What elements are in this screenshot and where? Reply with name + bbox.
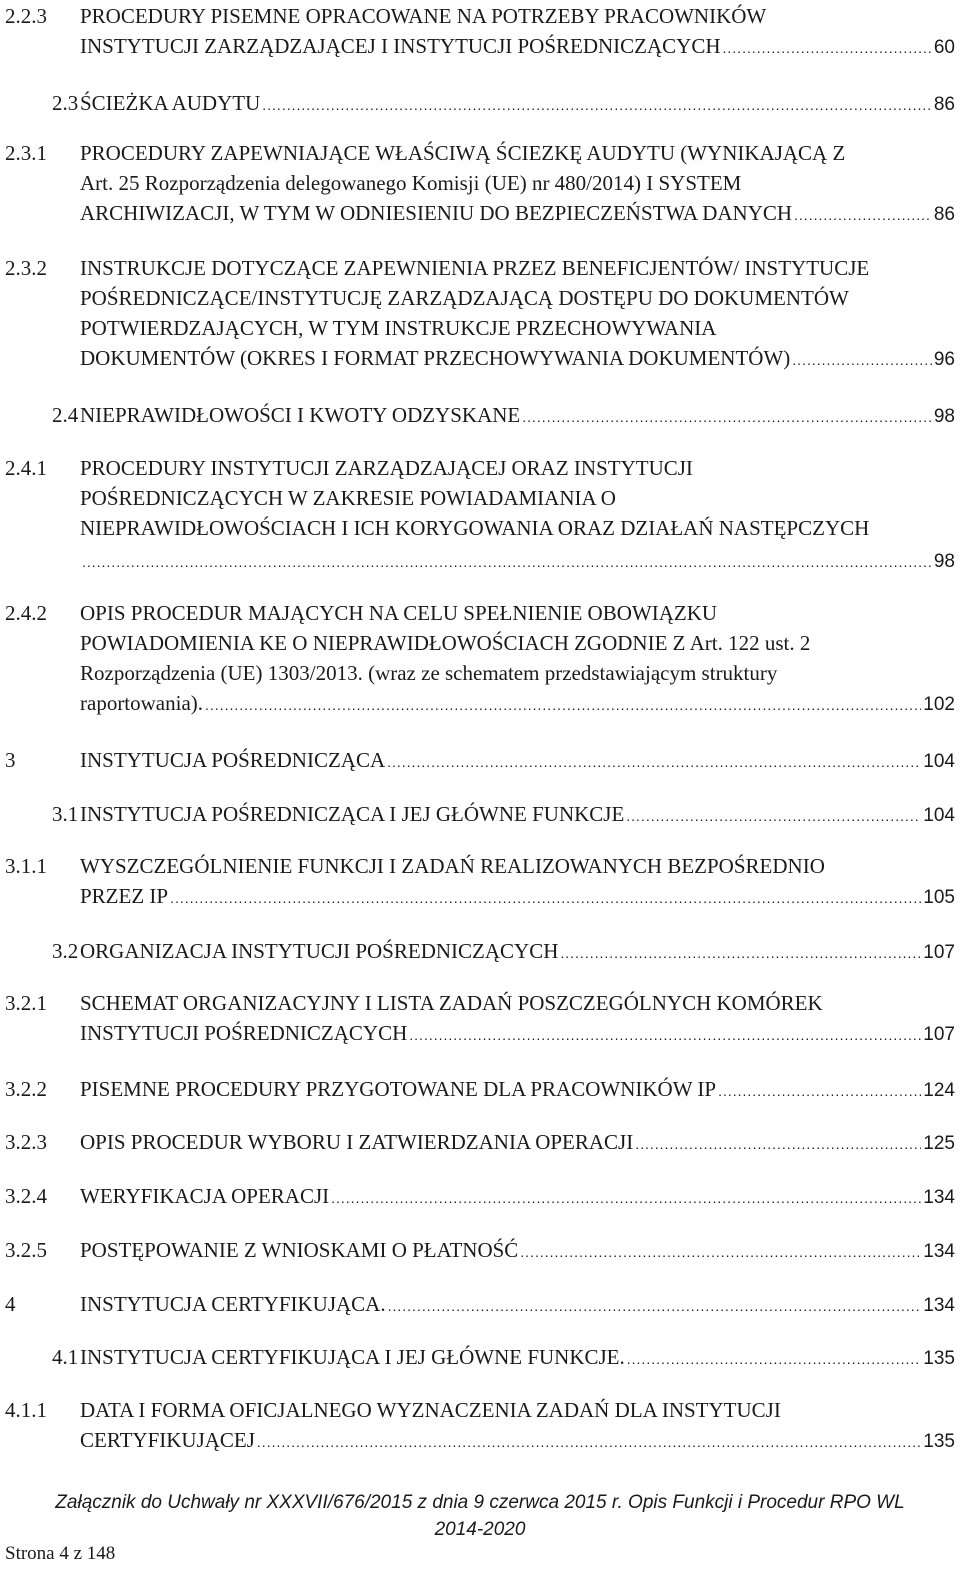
toc-entry-title-line: PISEMNE PROCEDURY PRZYGOTOWANE DLA PRACOWNIKÓW IP: [80, 1077, 717, 1101]
dot-leader: [387, 747, 921, 777]
toc-entry-number: 2.3.1: [5, 141, 47, 165]
toc-entry-title-line: POSTĘPOWANIE Z WNIOSKAMI O PŁATNOŚĆ: [80, 1238, 519, 1262]
toc-entry-page-number: 98: [933, 551, 955, 572]
toc-entry-title-line: OPIS PROCEDUR MAJĄCYCH NA CELU SPEŁNIENIE OBOWIĄZKU: [80, 601, 718, 625]
toc-entry-title-line: PROCEDURY ZAPEWNIAJĄCE WŁAŚCIWĄ ŚCIEZKĘ AUDYTU (WYNIKAJĄCĄ Z: [80, 141, 846, 165]
toc-entry-page-number: 107: [923, 942, 955, 963]
toc-entry-number: 2.2.3: [5, 4, 47, 28]
page-number: Strona 4 z 148: [5, 1543, 116, 1564]
dot-leader: [262, 90, 932, 120]
dot-leader: [331, 1183, 921, 1213]
toc-entry-title-line: WERYFIKACJA OPERACJI: [80, 1184, 330, 1208]
toc-entry-title-line: POTWIERDZAJĄCYCH, W TYM INSTRUKCJE PRZECHOWYWANIA: [80, 316, 717, 340]
toc-entry-number: 2.3.2: [5, 256, 47, 280]
toc-entry-title-line: OPIS PROCEDUR WYBORU I ZATWIERDZANIA OPERACJI: [80, 1130, 634, 1154]
dot-leader: [409, 1020, 921, 1050]
toc-entry-number: 3: [5, 748, 16, 772]
toc-entry-page-number: 124: [923, 1080, 955, 1101]
toc-entry-title-line: POWIADOMIENIA KE O NIEPRAWIDŁOWOŚCIACH ZGODNIE Z Art. 122 ust. 2: [80, 631, 811, 655]
dot-leader: [626, 801, 921, 831]
toc-entry-title-line: INSTYTUCJA CERTYFIKUJĄCA.: [80, 1292, 386, 1316]
toc-entry-title-line: DOKUMENTÓW (OKRES I FORMAT PRZECHOWYWANIA DOKUMENTÓW): [80, 346, 791, 370]
toc-entry-title-line: INSTRUKCJE DOTYCZĄCE ZAPEWNIENIA PRZEZ BENEFICJENTÓW/ INSTYTUCJE: [80, 256, 870, 280]
toc-entry-page-number: 102: [923, 694, 955, 715]
toc-entry-page-number: 96: [933, 349, 955, 370]
toc-entry-title-line: PRZEZ IP: [80, 884, 169, 908]
toc-entry-number: 4.1: [52, 1345, 79, 1369]
toc-entry-page-number: 104: [923, 805, 955, 826]
dot-leader: [627, 1344, 922, 1374]
toc-entry-title-line: POŚREDNICZĄCE/INSTYTUCJĘ ZARZĄDZAJĄCĄ DOSTĘPU DO DOKUMENTÓW: [80, 286, 849, 310]
toc-entry-title-line: POŚREDNICZĄCYCH W ZAKRESIE POWIADAMIANIA O: [80, 486, 616, 510]
toc-entry-title-line: DATA I FORMA OFICJALNEGO WYZNACZENIA ZADAŃ DLA INSTYTUCJI: [80, 1398, 781, 1422]
toc-entry-number: 3.2.5: [5, 1238, 47, 1262]
dot-leader: [170, 883, 921, 913]
dot-leader: [205, 690, 921, 720]
toc-entry-number: 2.4.2: [5, 601, 47, 625]
toc-entry-title-line: raportowania).: [80, 691, 204, 715]
toc-entry-title-line: INSTYTUCJI POŚREDNICZĄCYCH: [80, 1021, 408, 1045]
toc-entry-title-line: CERTYFIKUJĄCEJ: [80, 1428, 255, 1452]
toc-entry-page-number: 86: [933, 94, 955, 115]
toc-entry-page-number: 134: [923, 1295, 955, 1316]
toc-entry-title-line: Rozporządzenia (UE) 1303/2013. (wraz ze schematem przedstawiającym struktury: [80, 661, 778, 685]
toc-entry-number: 2.4: [52, 403, 79, 427]
dot-leader: [635, 1129, 921, 1159]
toc-entry-title-line: ŚCIEŻKA AUDYTU: [80, 91, 261, 115]
toc-entry-title-line: INSTYTUCJA POŚREDNICZĄCA: [80, 748, 386, 772]
toc-entry-title-line: INSTYTUCJA POŚREDNICZĄCA I JEJ GŁÓWNE FUNKCJE: [80, 802, 625, 826]
toc-entry-title-line: ORGANIZACJA INSTYTUCJI POŚREDNICZĄCYCH: [80, 939, 559, 963]
footer-line-1: Załącznik do Uchwały nr XXXVII/676/2015 z dnia 9 czerwca 2015 r. Opis Funkcji i Procedur RPO WL: [55, 1492, 905, 1513]
toc-entry-title-line: INSTYTUCJI ZARZĄDZAJĄCEJ I INSTYTUCJI POŚREDNICZĄCYCH: [80, 34, 721, 58]
toc-entry-page-number: 125: [923, 1133, 955, 1154]
toc-entry-title-line: SCHEMAT ORGANIZACYJNY I LISTA ZADAŃ POSZCZEGÓLNYCH KOMÓREK: [80, 991, 823, 1015]
toc-entry-number: 3.2.4: [5, 1184, 47, 1208]
footer-line-2: 2014-2020: [434, 1519, 526, 1540]
toc-entry-number: 3.2.3: [5, 1130, 47, 1154]
toc-entry-title-line: WYSZCZEGÓLNIENIE FUNKCJI I ZADAŃ REALIZOWANYCH BEZPOŚREDNIO: [80, 854, 825, 878]
dot-leader: [792, 345, 932, 375]
toc-entry-number: 3.1.1: [5, 854, 47, 878]
toc-entry-page-number: 98: [933, 406, 955, 427]
toc-entry-title-line: NIEPRAWIDŁOWOŚCIACH I ICH KORYGOWANIA ORAZ DZIAŁAŃ NASTĘPCZYCH: [80, 516, 870, 540]
toc-entry-page-number: 86: [933, 204, 955, 225]
toc-entry-title-line: PROCEDURY PISEMNE OPRACOWANE NA POTRZEBY PRACOWNIKÓW: [80, 4, 767, 28]
toc-entry-page-number: 135: [923, 1431, 955, 1452]
toc-entry-title-line: ARCHIWIZACJI, W TYM W ODNIESIENIU DO BEZPIECZEŃSTWA DANYCH: [80, 201, 793, 225]
dot-leader: [560, 938, 921, 968]
toc-entry-title-line: PROCEDURY INSTYTUCJI ZARZĄDZAJĄCEJ ORAZ INSTYTUCJI: [80, 456, 693, 480]
toc-entry-number: 4: [5, 1292, 16, 1316]
toc-entry-page-number: 107: [923, 1024, 955, 1045]
dot-leader: [718, 1076, 921, 1106]
toc-entry-page-number: 134: [923, 1241, 955, 1262]
dot-leader: [82, 547, 932, 577]
dot-leader: [794, 200, 932, 230]
toc-entry-page-number: 105: [923, 887, 955, 908]
toc-entry-title-line: INSTYTUCJA CERTYFIKUJĄCA I JEJ GŁÓWNE FUNKCJE.: [80, 1345, 625, 1369]
toc-entry-page-number: 60: [933, 37, 955, 58]
dot-leader: [257, 1427, 921, 1457]
toc-entry-number: 2.3: [52, 91, 79, 115]
toc-entry-page-number: 104: [923, 751, 955, 772]
toc-entry-number: 3.2.2: [5, 1077, 47, 1101]
toc-entry-number: 4.1.1: [5, 1398, 47, 1422]
toc-entry-number: 2.4.1: [5, 456, 47, 480]
dot-leader: [723, 33, 932, 63]
toc-entry-title-line: NIEPRAWIDŁOWOŚCI I KWOTY ODZYSKANE: [80, 403, 521, 427]
toc-entry-number: 3.1: [52, 802, 79, 826]
dot-leader: [520, 1237, 921, 1267]
dot-leader: [388, 1291, 922, 1321]
toc-entry-number: 3.2.1: [5, 991, 47, 1015]
toc-entry-page-number: 135: [923, 1348, 955, 1369]
toc-entry-title-line: Art. 25 Rozporządzenia delegowanego Komisji (UE) nr 480/2014) I SYSTEM: [80, 171, 742, 195]
toc-entry-page-number: 134: [923, 1187, 955, 1208]
dot-leader: [522, 402, 932, 432]
toc-entry-number: 3.2: [52, 939, 79, 963]
